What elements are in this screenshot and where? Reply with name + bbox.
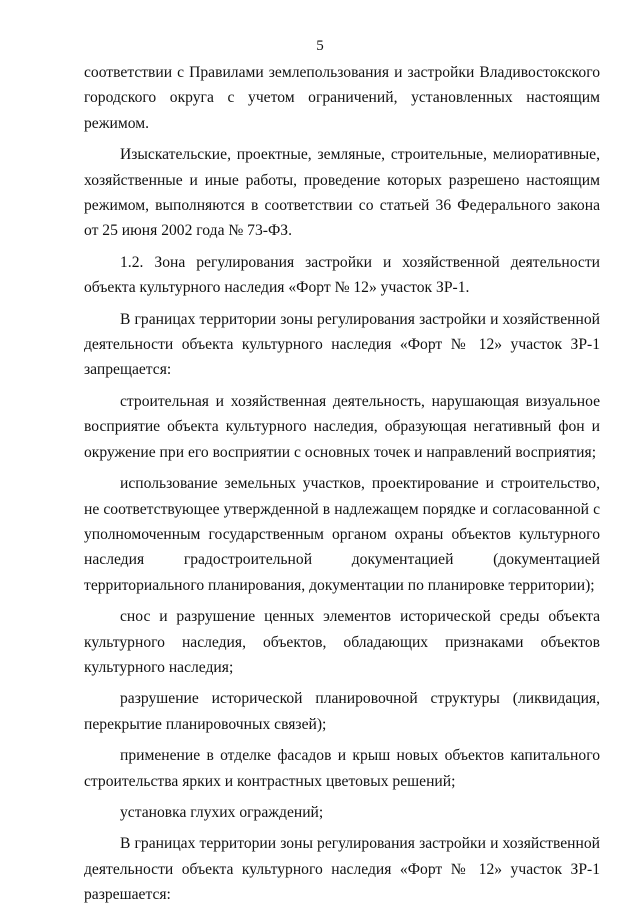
section-heading-1-2: 1.2. Зона регулирования застройки и хозяйственной деятельности объекта культурного наследия «Форт № 12» участок ЗР-1. [84,253,600,297]
list-item-planning-structure: разрушение исторической планировочной структуры (ликвидация, перекрытие планировочных связей); [84,690,600,733]
list-item-facade-colors: применение в отделке фасадов и крыш новых объектов капитального строительства ярких и контрастных цветовых решений; [84,747,600,790]
list-item-visual-perception: строительная и хозяйственная деятельность, нарушающая визуальное восприятие объекта культурного наследия, образующая негативный фон и окружение при его восприятии с основных точек и направлений восприятия; [84,392,600,461]
paragraph-prohibited-intro: В границах территории зоны регулирования застройки и хозяйственной деятельности объекта культурного наследия «Форт № 12» участок ЗР-1 запрещается: [84,310,600,379]
list-item-demolition: снос и разрушение ценных элементов исторической среды объекта культурного наследия, объектов, обладающих признаками объектов культурного наследия; [84,608,600,676]
paragraph-survey-works: Изыскательские, проектные, земляные, строительные, мелиоративные, хозяйственные и иные работы, проведение которых разрешено настоящим режимом, выполняются в соответствии со статьей 36 Федерального закона от 25 июня 2002 года № 73-ФЗ. [84,146,600,240]
document-body [84,60,600,908]
list-item-fences: установка глухих ограждений; [120,803,324,821]
page-number: 5 [316,38,324,54]
paragraph-permitted-intro: В границах территории зоны регулирования застройки и хозяйственной деятельности объекта культурного наследия «Форт № 12» участок ЗР-1 разрешается: [84,835,600,904]
list-item-land-use: использование земельных участков, проектирование и строительство, не соответствующее утвержденной в надлежащем порядке и согласованной с уполномоченным государственным органом охраны объектов культурного наследия градостроительной документацией (документацией территориального планирования, документации по планировке территории); [84,475,600,594]
paragraph-continuation: соответствии с Правилами землепользования и застройки Владивостокского городского округа с учетом ограничений, установленных настоящим режимом. [84,64,600,132]
